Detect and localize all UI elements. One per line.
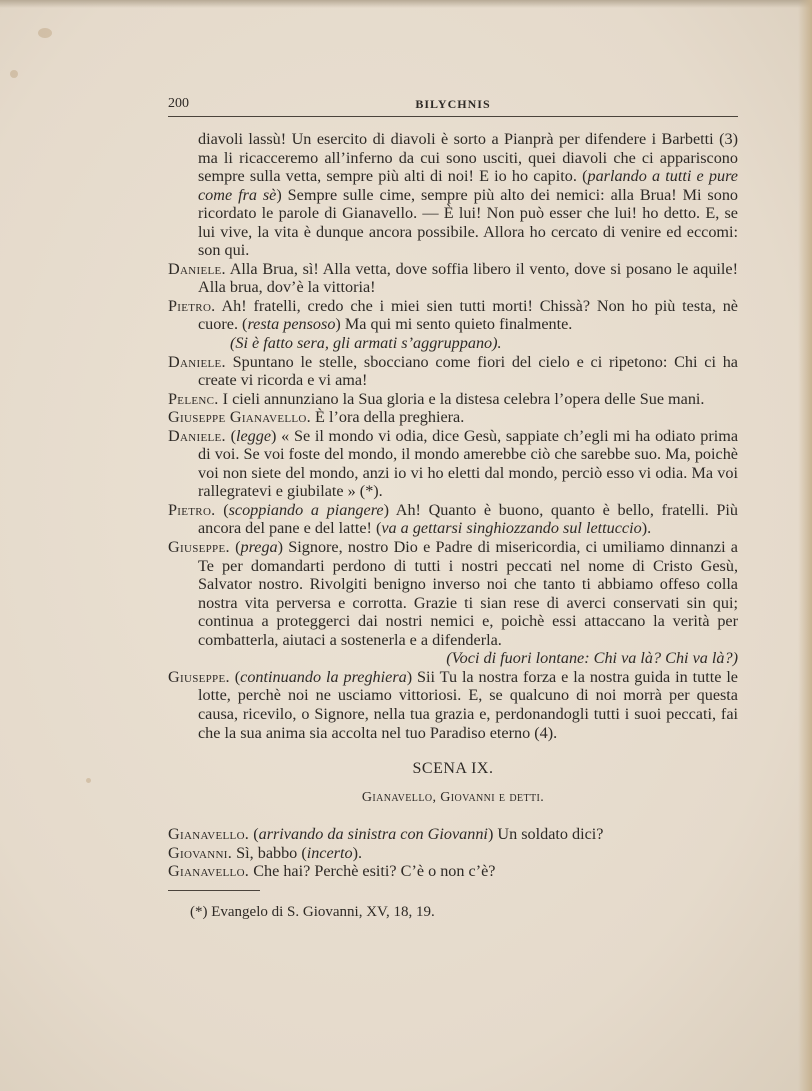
stage-direction: incerto — [306, 843, 353, 862]
speech-giuseppe-gianavello: Giuseppe Gianavello. È l’ora della preghiera. — [168, 408, 465, 427]
speaker-name: Giovanni. — [168, 843, 233, 862]
speech-continuation: diavoli lassù! Un esercito di diavoli è sorto a Pianprà per difendere i Barbetti (3) ma li ricacceremo all’inferno da cui sono usciti, quei diavoli che ci appariscono sempre sulla vetta, sempre più alti di noi! E io ho capito. (parlando a tutti e pure come fra sè) Sempre sulle cime, sempre più alto dei nemici: alla Brua! Mi sono ricordato le parole di Gianavello. — È lui! Non può esser che lui! ho detto. E, se lui vive, la vita è dunque ancora possibile. Allora ho cercato di venire ed eccomi: son qui. — [198, 130, 739, 260]
scene-persons: Gianavello, Giovanni e detti. — [361, 789, 545, 805]
speaker-name: Pietro. — [168, 296, 216, 315]
stage-direction: scoppiando a piangere — [228, 500, 384, 519]
page-number: 200 — [168, 96, 189, 111]
speech-giuseppe: Giuseppe. (prega) Signore, nostro Dio e Padre di misericordia, ci umiliamo dinnanzi a Te per domandarti perdono di tutti i nostri peccati nel nome di Cristo Gesù, Salvator nostro. Rivolgiti benigno inverso noi che tanto ti abbiamo offeso colla nostra vita perversa e corrotta. Grazie ti sian rese di averci conservati sin qui; continua a proteggerci dai nostri nemici e, poichè essi attaccano la verità per combatterla, aiutaci a sostenerla e a difenderla. — [168, 538, 738, 649]
speaker-name: Pelenc. — [168, 389, 219, 408]
speech-daniele: Daniele. (legge) « Se il mondo vi odia, dice Gesù, sappiate ch’egli mi ha odiato prima di voi. Se voi foste del mondo, il mondo amerebbe ciò che sarebbe suo. Ma, poichè voi non siete del mondo, anzi io vi ho eletti dal mondo, perciò esso vi odia. Ma voi rallegratevi e giubilate » (*). — [168, 426, 739, 501]
paper-stain — [10, 70, 18, 78]
page-edge-top — [0, 0, 812, 8]
stage-direction: va a gettarsi singhiozzando sul lettuccio — [381, 519, 642, 538]
speech-pelenc: Pelenc. I cieli annunziano la Sua gloria e la distesa celebra l’opera delle Sue mani. — [168, 389, 705, 408]
paper-stain — [86, 778, 91, 783]
speech-daniele: Daniele. Alla Brua, sì! Alla vetta, dove soffia libero il vento, dove si posano le aquile! Alla brua, dov’è la vittoria! — [168, 259, 738, 297]
footnote: (*) Evangelo di S. Giovanni, XV, 18, 19. — [190, 903, 435, 920]
page-edge-right — [798, 0, 812, 1091]
speaker-name: Daniele. — [168, 426, 226, 445]
speaker-name: Pietro. — [168, 500, 216, 519]
stage-direction: arrivando da sinistra con Giovanni — [258, 825, 488, 844]
footnote-rule — [168, 890, 260, 891]
speaker-name: Gianavello. — [168, 862, 250, 881]
speech-daniele: Daniele. Spuntano le stelle, sbocciano come fiori del cielo e ci ripetono: Chi ci ha create vi ricorda e vi ama! — [168, 352, 738, 390]
speech-giovanni: Giovanni. Sì, babbo (incerto). — [168, 843, 363, 862]
speech-gianavello: Gianavello. (arrivando da sinistra con Giovanni) Un soldato dici? — [168, 825, 604, 844]
play-text — [168, 130, 738, 921]
stage-direction: resta pensoso — [247, 315, 336, 334]
speaker-name: Giuseppe. — [168, 538, 230, 557]
speech-giuseppe: Giuseppe. (continuando la preghiera) Sii Tu la nostra forza e la nostra guida in tutte le lotte, perchè noi ne usciamo vittoriosi. E, se qualcuno di noi morrà per questa causa, ricevilo, o Signore, nella tua grazia e, perdonandogli tutti i suoi peccati, fai che la sua anima sia accolta nel tuo Paradiso eterno (4). — [168, 667, 738, 742]
speech-gianavello: Gianavello. Che hai? Perchè esiti? C’è o non c’è? — [168, 862, 496, 881]
scene-title: SCENA IX. — [412, 760, 494, 778]
running-title: BILYCHNIS — [415, 97, 491, 111]
stage-direction: legge — [235, 426, 272, 445]
speech-pietro: Pietro. Ah! fratelli, credo che i miei sien tutti morti! Chissà? Non ho più testa, nè cuore. (resta pensoso) Ma qui mi sento quieto finalmente. — [168, 296, 738, 334]
speech-pietro: Pietro. (scoppiando a piangere) Ah! Quanto è buono, quanto è bello, fratelli. Più ancora del pane e del latte! (va a gettarsi singhiozzando sul lettuccio). — [168, 500, 739, 538]
speaker-name: Daniele. — [168, 259, 226, 278]
header-rule — [168, 116, 738, 117]
speaker-name: Daniele. — [168, 352, 226, 371]
speaker-name: Gianavello. — [168, 825, 250, 844]
stage-direction-line: (Voci di fuori lontane: Chi va là? Chi va là?) — [446, 649, 738, 668]
stage-direction: parlando a tutti e pure come fra sè — [198, 167, 738, 204]
speaker-name: Giuseppe Gianavello. — [168, 408, 311, 427]
stage-direction-line: (Si è fatto sera, gli armati s’aggruppano). — [230, 334, 502, 353]
stage-direction: prega — [240, 538, 278, 557]
stage-direction: continuando la preghiera — [240, 667, 407, 686]
paper-stain — [38, 28, 52, 38]
running-header — [168, 96, 738, 116]
speaker-name: Giuseppe. — [168, 667, 230, 686]
